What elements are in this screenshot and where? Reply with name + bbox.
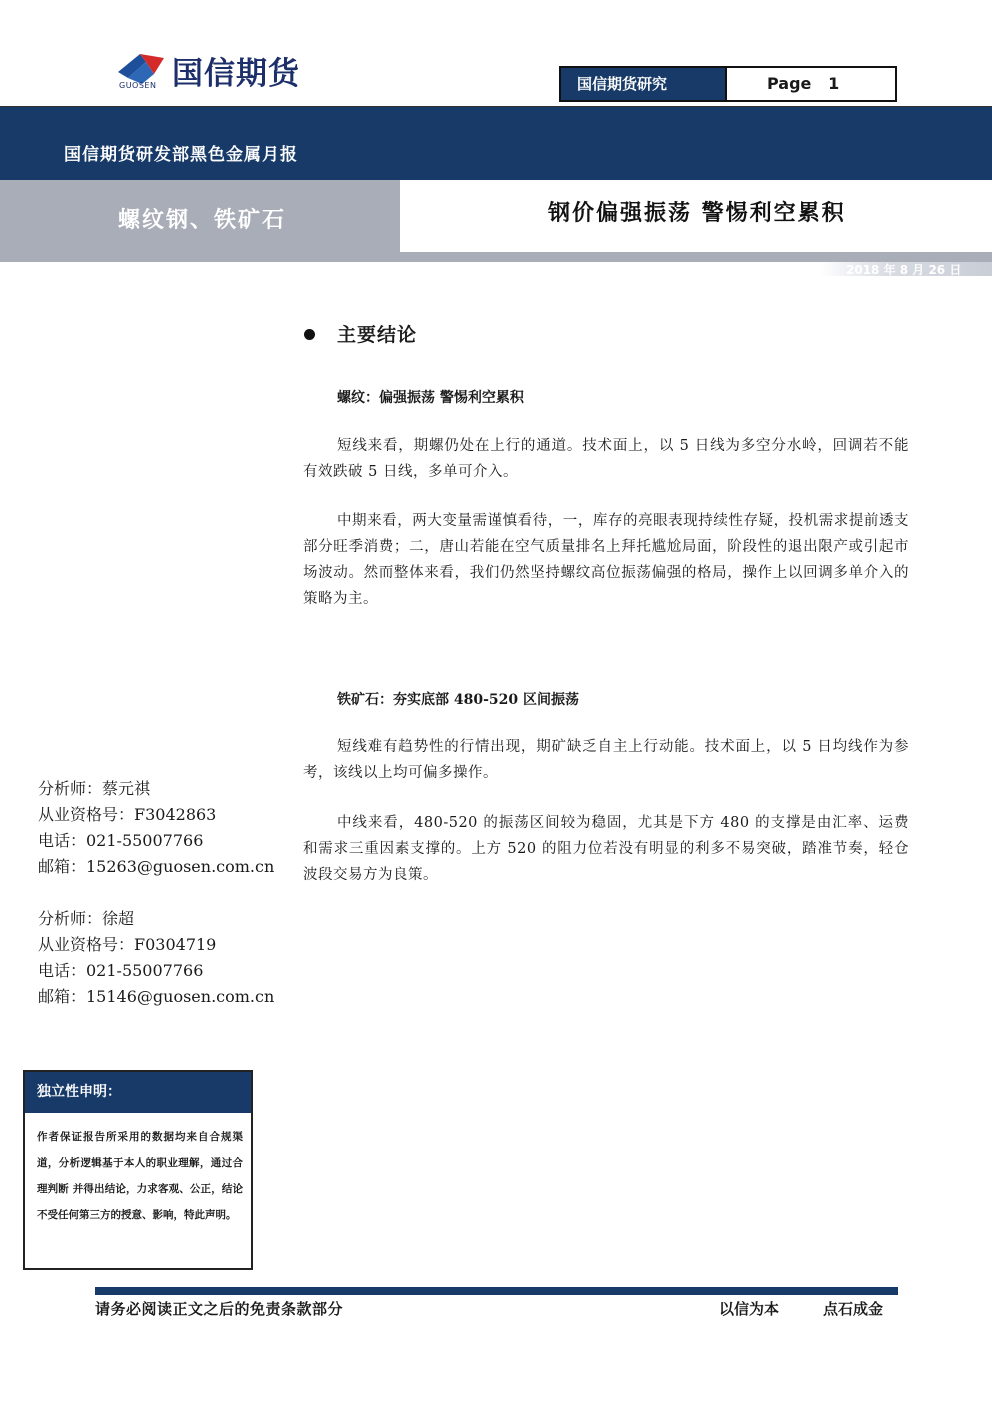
ore-subhead: 铁矿石：夯实底部 480-520 区间振荡: [337, 692, 580, 708]
company-logo: [116, 48, 346, 93]
rebar-paragraph-2: 中期来看，两大变量需谨慎看待，一，库存的亮眼表现持续性存疑，投机需求提前透支部分旺季消费；二，唐山若能在空气质量排名上拜托尴尬局面，阶段性的退出限产或引起市场波动。然而整体来看，我们仍然坚持螺纹高位振荡偏强的格局，操作上以回调多单介入的策略为主。: [303, 513, 909, 607]
analyst-card: [38, 776, 298, 880]
analyst-name: 分析师：蔡元祺: [38, 779, 151, 798]
band-divider: [0, 252, 992, 262]
footer-divider: [95, 1287, 898, 1295]
report-series-title: 国信期货研发部黑色金属月报: [64, 145, 298, 165]
statement-title: 独立性申明：: [25, 1072, 251, 1113]
page-number: Page 1: [727, 66, 897, 102]
logo-subtext: GUOSEN: [119, 81, 157, 90]
section-title: 主要结论: [337, 324, 418, 346]
research-label: 国信期货研究: [559, 66, 727, 102]
footer-disclaimer: 请务必阅读正文之后的免责条款部分: [95, 1300, 344, 1318]
statement-body: 作者保证报告所采用的数据均来自合规渠道，分析逻辑基于本人的职业理解，通过合理判断 并得出结论，力求客观、公正，结论不受任何第三方的授意、影响，特此声明。: [37, 1131, 243, 1221]
report-subject: 螺纹钢、铁矿石: [118, 207, 287, 233]
report-date: 2018 年 8 月 26 日: [846, 263, 962, 277]
rebar-paragraph-1: 短线来看，期螺仍处在上行的通道。技术面上，以 5 日线为多空分水岭，回调若不能有效跌破 5 日线，多单可介入。: [303, 438, 909, 480]
footer-slogan-1: 以信为本: [719, 1300, 780, 1318]
footer-slogan-2: 点石成金: [823, 1300, 884, 1318]
analyst-name: 分析师：徐超: [38, 909, 135, 928]
ore-paragraph-1: 短线难有趋势性的行情出现，期矿缺乏自主上行动能。技术面上，以 5 日均线作为参考，该线以上均可偏多操作。: [303, 739, 909, 781]
analyst-phone: 电话：021-55007766: [38, 961, 204, 980]
ore-paragraph-2: 中线来看，480-520 的振荡区间较为稳固，尤其是下方 480 的支撑是由汇率、运费和需求三重因素支撑的。上方 520 的阻力位若没有明显的利多不易突破，踏准节奏，轻仓波段交易方为良策。: [303, 815, 909, 883]
logo-text: 国信期货: [172, 56, 300, 92]
analyst-phone: 电话：021-55007766: [38, 831, 204, 850]
analyst-email[interactable]: 邮箱：15146@guosen.com.cn: [38, 987, 275, 1006]
analyst-cert: 从业资格号：F3042863: [38, 805, 217, 824]
independence-statement: [23, 1070, 253, 1270]
analyst-cert: 从业资格号：F0304719: [38, 935, 217, 954]
analyst-email[interactable]: 邮箱：15263@guosen.com.cn: [38, 857, 275, 876]
rebar-subhead: 螺纹：偏强振荡 警惕利空累积: [337, 390, 524, 406]
bullet-icon: [304, 329, 315, 340]
analyst-card: [38, 906, 298, 1010]
report-headline: 钢价偏强振荡 警惕利空累积: [548, 200, 846, 226]
